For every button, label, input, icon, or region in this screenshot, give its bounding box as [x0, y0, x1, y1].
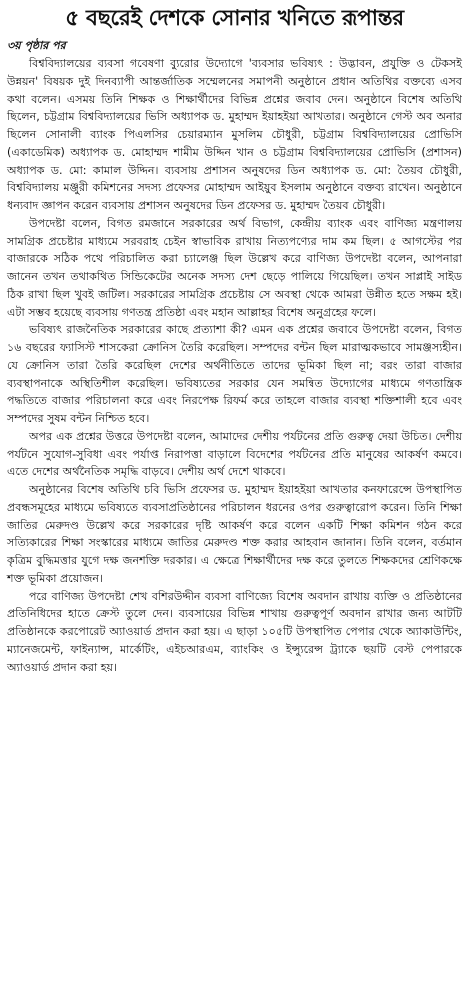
paragraph-4: অপর এক প্রশ্নের উত্তরে উপদেষ্টা বলেন, আমাদের দেশীয় পর্যটনের প্রতি গুরুত্ব দেয়া উচিত। দেশীয় পর্যটনে সুযোগ-সুবিধা এবং পর্যাপ্ত নিরাপত্তা বাড়ালে বিদেশের পর্যটনের প্রতি মানুষের আকর্ষণ কমবে। এতে দেশের অর্থনৈতিক সমৃদ্ধি বাড়বে। দেশীয় অর্থ দেশে থাকবে। [7, 429, 462, 479]
paragraph-1: বিশ্ববিদ্যালয়ের ব্যবসা গবেষণা ব্যুরোর উদ্যোগে 'ব্যবসার ভবিষ্যৎ : উদ্ভাবন, প্রযুক্তি ও টেকসই উন্নয়ন' বিষয়ক দুই দিনব্যাপী আন্তর্জাতিক সম্মেলনের সমাপনী অনুষ্ঠানে প্রধান অতিথির বক্তব্যে এসব কথা বলেন। এসময় তিনি শিক্ষক ও শিক্ষার্থীদের বিভিন্ন প্রশ্নের জবাব দেন। অনুষ্ঠানে বিশেষ অতিথি ছিলেন, চট্টগ্রাম বিশ্ববিদ্যালয়ের ভিসি অধ্যাপক ড. মুহাম্মদ ইয়াহইয়া আখতার। অনুষ্ঠানে গেস্ট অব অনার ছিলেন সোনালী ব্যাংক পিএলসির চেয়ারম্যান মুসলিম চৌধুরী, চট্টগ্রাম বিশ্ববিদ্যালয়ের প্রোভিসি (একাডেমিক) অধ্যাপক ড. মোহাম্মদ শামীম উদ্দিন খান ও চট্টগ্রাম বিশ্ববিদ্যালয়ের প্রোভিসি (প্রশাসন) অধ্যাপক ড. মো: কামাল উদ্দিন। ব্যবসায় প্রশাসন অনুষদের ডিন অধ্যাপক ড. মো: তৈয়ব চৌধুরী, বিশ্ববিদ্যালয় মঞ্জুরী কমিশনের সদস্য প্রফেসর মোহাম্মদ আইয়ুব ইসলাম অনুষ্ঠানে বক্তব্য রাখেন। অনুষ্ঠানে ধন্যবাদ জ্ঞাপন করেন ব্যবসায় প্রশাসন অনুষদের ডিন প্রফেসর ড. মুহাম্মদ তৈয়ব চৌধুরী। [7, 57, 462, 212]
continued-from-label: ৩য় পৃষ্ঠার পর [7, 39, 66, 52]
paragraph-2: উপদেষ্টা বলেন, বিগত রমজানে সরকারের অর্থ বিভাগ, কেন্দ্রীয় ব্যাংক এবং বাণিজ্য মন্ত্রণালয় সামগ্রিক প্রচেষ্টার মাধ্যমে সরবরাহ চেইন স্বাভাবিক রাখায় নিত্যপণ্যের দাম কম ছিল। ৫ আগস্টের পর বাজারকে সঠিক পথে পরিচালিত করা চ্যালেঞ্জ ছিল উল্লেখ করে বাণিজ্য উপদেষ্টা বলেন, আপনারা জানেন তখন তথাকথিত সিন্ডিকেটের অনেক সদস্য দেশ ছেড়ে পালিয়ে গিয়েছিল। তখন সাপ্লাই সাইড ঠিক রাখা ছিল খুবই জটিল। সরকারের সামগ্রিক প্রচেষ্টায় সে অবস্থা থেকে আমরা উন্নীত হতে সক্ষম হই। এটা সম্ভব হয়েছে ব্যবসায় গণতন্ত্র প্রতিষ্ঠা এবং মহান আল্লাহর বিশেষ অনুগ্রহের ফলে। [7, 216, 462, 319]
article-body [7, 55, 462, 676]
headline: ৫ বছরেই দেশকে সোনার খনিতে রূপান্তর [65, 6, 404, 31]
paragraph-5: অনুষ্ঠানের বিশেষ অতিথি চবি ভিসি প্রফেসর ড. মুহাম্মদ ইয়াহইয়া আখতার কনফারেন্সে উপস্থাপিত প্রবন্ধসমূহের মাধ্যমে ভবিষ্যতে ব্যবসাপ্রতিষ্ঠানের পরিচালন ধরনের ওপর গুরুত্বারোপ করেন। তিনি শিক্ষা জাতির মেরুদণ্ড উল্লেখ করে সরকারের দৃষ্টি আকর্ষণ করে বলেন একটি শিক্ষা কমিশন গঠন করে সত্যিকারের শিক্ষা সংস্কারের মাধ্যমে জাতির মেরুদণ্ড শক্ত করার আহবান জানান। তিনি বলেন, বর্তমান কৃত্রিম বুদ্ধিমত্তার যুগে দক্ষ জনশক্তি দরকার। এ ক্ষেত্রে শিক্ষার্থীদের দক্ষ করে তুলতে শিক্ষকদের শ্রেণিকক্ষে শক্ত ভূমিকা প্রয়োজন। [7, 483, 462, 585]
paragraph-6: পরে বাণিজ্য উপদেষ্টা শেখ বশিরউদ্দীন ব্যবসা বাণিজ্যে বিশেষ অবদান রাখায় ব্যক্তি ও প্রতিষ্ঠানের প্রতিনিধিদের হাতে ক্রেস্ট তুলে দেন। ব্যবসায়ের বিভিন্ন শাখায় গুরুত্বপূর্ণ অবদান রাখার জন্য আটটি প্রতিষ্ঠানকে করপোরেট অ্যাওয়ার্ড প্রদান করা হয়। এ ছাড়া ১০৫টি উপস্থাপিত পেপার থেকে অ্যাকাউন্টিং, ম্যানেজমেন্ট, ফাইন্যান্স, মার্কেটিং, এইচআরএম, ব্যাংকিং ও ইন্স্যুরেন্স ট্র্যাকে ছয়টি বেস্ট পেপারকে অ্যাওয়ার্ড প্রদান করা হয়। [7, 589, 462, 674]
paragraph-3: ভবিষ্যৎ রাজনৈতিক সরকারের কাছে প্রত্যাশা কী? এমন এক প্রশ্নের জবাবে উপদেষ্টা বলেন, বিগত ১৬ বছরের ফ্যাসিস্ট শাসকেরা ক্রোনিস তৈরি করেছিল। সম্পদের বন্টন ছিল মারাত্মকভাবে সামঞ্জস্যহীন। যে ক্রোনিস তারা তৈরি করেছিল দেশের অর্থনীতিতে তাদের ভূমিকা ছিল না; বরং তারা বাজার ব্যবস্থাপনাকে অস্থিতিশীল করেছিল। ভবিষ্যতের সরকার যেন সমন্বিত উদ্যোগের মাধ্যমে গণতান্ত্রিক পদ্ধতিতে বাজার পরিচালনা করে এবং নিরপেক্ষ রিফর্ম করে তাহলে বাজার ব্যবস্থা শক্তিশালী হবে এবং সম্পদের সুষম বন্টন নিশ্চিত হবে। [7, 323, 462, 425]
